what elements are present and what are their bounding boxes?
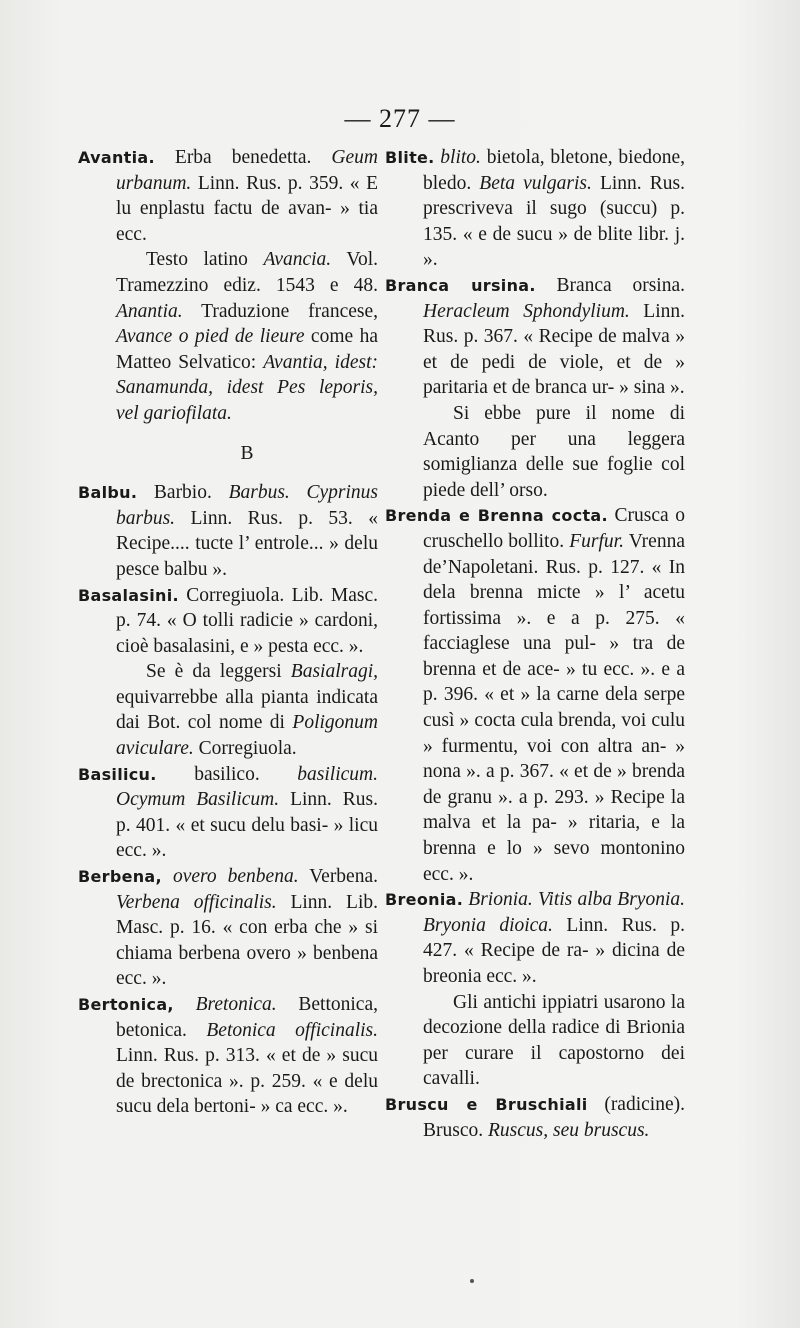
body-text: Se è da leggersi — [146, 661, 291, 683]
italic-text: Heracleum Sphondylium. — [423, 300, 630, 322]
italic-text: Bretonica. — [195, 994, 277, 1015]
entry-note — [78, 659, 378, 761]
body-text: Corregiuola. Lib. Masc. p. 74. « O tolli radicie » cardoni, cioè basalasini, e » pesta ecc. ». — [116, 584, 378, 657]
ink-speck — [470, 1279, 474, 1283]
body-text: Crusca o cruschello bollito. — [423, 505, 685, 552]
italic-text: Furfur. — [569, 530, 624, 552]
headword: Branca ursina. — [385, 275, 536, 295]
entry-note — [385, 990, 685, 1092]
headword: Blite. — [385, 148, 435, 167]
body-text: Linn. Rus. p. 313. « et de » sucu de brectonica ». p. 259. « e delu sucu dela bertoni- » ca ecc. ». — [116, 1045, 378, 1118]
body-text: Linn. Rus. p. 367. « Recipe de malva » et de pedi de viole, et de » paritaria et de branca ur- » sina ». — [423, 300, 685, 399]
headword: Bertonica, — [78, 995, 174, 1014]
page-number: — 277 — — [344, 104, 456, 133]
entry-note — [78, 247, 378, 426]
italic-text: blito. — [440, 147, 481, 168]
italic-text: Betonica officinalis. — [206, 1019, 378, 1041]
headword: Bruscu e Bruschiali — [385, 1094, 588, 1114]
body-text: Linn. Lib. Masc. p. 16. « con erba che » si chiama berbena overo » benbena ecc. ». — [116, 891, 378, 990]
italic-text: Poligonum aviculare. — [116, 712, 378, 760]
body-text: equivarrebbe alla pianta indicata dai Bot. col nome di — [116, 686, 378, 734]
body-text: bietola, bletone, biedone, bledo. — [423, 147, 685, 194]
italic-text: Basialragi, — [290, 661, 378, 683]
headword: Brenda e Brenna cocta. — [385, 506, 608, 526]
headword: Basilicu. — [78, 764, 157, 784]
italic-text: Anantia. — [116, 300, 183, 322]
body-text: Si ebbe pure il nome di Acanto per una leggera somiglianza delle sue foglie col piede dell’ orso. — [423, 402, 685, 501]
headword: Basalasini. — [78, 585, 179, 605]
body-text: basilico. — [156, 763, 298, 785]
body-text: Verbena. — [298, 866, 378, 888]
italic-text: Barbus. Cyprinus barbus. — [116, 482, 378, 529]
italic-text: Geum urbanum. — [116, 147, 378, 194]
glossary-entry — [78, 992, 378, 1120]
body-text: Testo latino — [146, 249, 264, 271]
body-text: Linn. Rus. prescriveva il sugo (succu) p. 135. « e de sucu » de blite libr. j. ». — [423, 172, 685, 271]
italic-text: Avantia, idest: Sanamunda, idest Pes leporis, vel gariofilata. — [116, 351, 378, 424]
body-text: (radicine). Brusco. — [423, 1093, 685, 1141]
body-text: Erba benedetta. — [154, 147, 332, 168]
glossary-entry — [385, 145, 685, 273]
entry-note — [385, 401, 685, 503]
body-text: Linn. Rus. p. 401. « et sucu delu basi- » licu ecc. ». — [116, 789, 378, 862]
body-text: come ha Matteo Selvatico: — [116, 326, 378, 373]
body-text: Linn. Rus. p. 359. « E lu enplastu factu de avan- » tia ecc. — [116, 172, 378, 245]
body-text: Bettonica, betonica. — [116, 994, 378, 1041]
headword: Berbena, — [78, 867, 162, 887]
body-text: Linn. Rus. p. 427. « Recipe de ra- » dicina de breonia ecc. ». — [423, 914, 685, 987]
italic-text: overo benbena. — [172, 866, 299, 888]
body-text: Vrenna de’Napoletani. Rus. p. 127. « In dela brenna micte » l’ acetu fortissima ». e a p. 275. « facciaglese una pul- » tra de brenna et de ace- » tu ecc. ». e a p. 396. « et » la carne dela serpe cusì » cocta cula brenda, voi culu » furmentu, voi con altra an- » nona ». a p. 367. « et de » brenda de granu ». a p. 293. » Recipe la malva et la pa- » ritaria, e la brenna e lo » sevo montonino ecc. ». — [423, 530, 685, 885]
italic-text: Ruscus, seu bruscus. — [488, 1119, 650, 1141]
body-text: Corregiuola. — [193, 738, 297, 760]
body-text: Vol. Tramezzino ediz. 1543 e 48. — [116, 249, 378, 296]
body-text: Linn. Rus. p. 53. « Recipe.... tucte l’ entrole... » delu pesce balbu ». — [116, 507, 378, 580]
headword: Avantia. — [78, 148, 155, 167]
glossary-entry — [78, 864, 378, 992]
right-column — [385, 145, 685, 1143]
body-text: Traduzione francese, — [182, 300, 378, 322]
body-text: Gli antichi ippiatri usarono la decozione della radice di Brionia per curare il capostorno dei cavalli. — [423, 991, 685, 1090]
glossary-entry — [78, 583, 378, 660]
left-column — [78, 145, 378, 1120]
italic-text: basilicum. Ocymum Basilicum. — [116, 763, 378, 811]
glossary-entry — [78, 145, 378, 247]
body-text — [162, 866, 173, 887]
body-text — [174, 994, 196, 1015]
glossary-entry — [385, 503, 685, 887]
italic-text: Verbena officinalis. — [116, 891, 277, 913]
glossary-entry — [385, 887, 685, 989]
body-text: Barbio. — [137, 482, 229, 504]
italic-text: Beta vulgaris. — [479, 172, 592, 194]
italic-text: Avance o pied de lieure — [116, 326, 305, 348]
glossary-entry — [78, 762, 378, 864]
italic-text: Brionia. Vitis alba Bryonia. Bryonia dioica. — [423, 889, 686, 936]
glossary-entry — [385, 1092, 685, 1143]
glossary-entry — [78, 480, 378, 582]
italic-text: Avancia. — [263, 249, 332, 271]
body-text: Branca orsina. — [535, 274, 685, 296]
glossary-entry — [385, 273, 685, 401]
section-letter: B — [240, 442, 254, 464]
headword: Balbu. — [78, 483, 138, 503]
headword: Breonia. — [385, 890, 464, 910]
